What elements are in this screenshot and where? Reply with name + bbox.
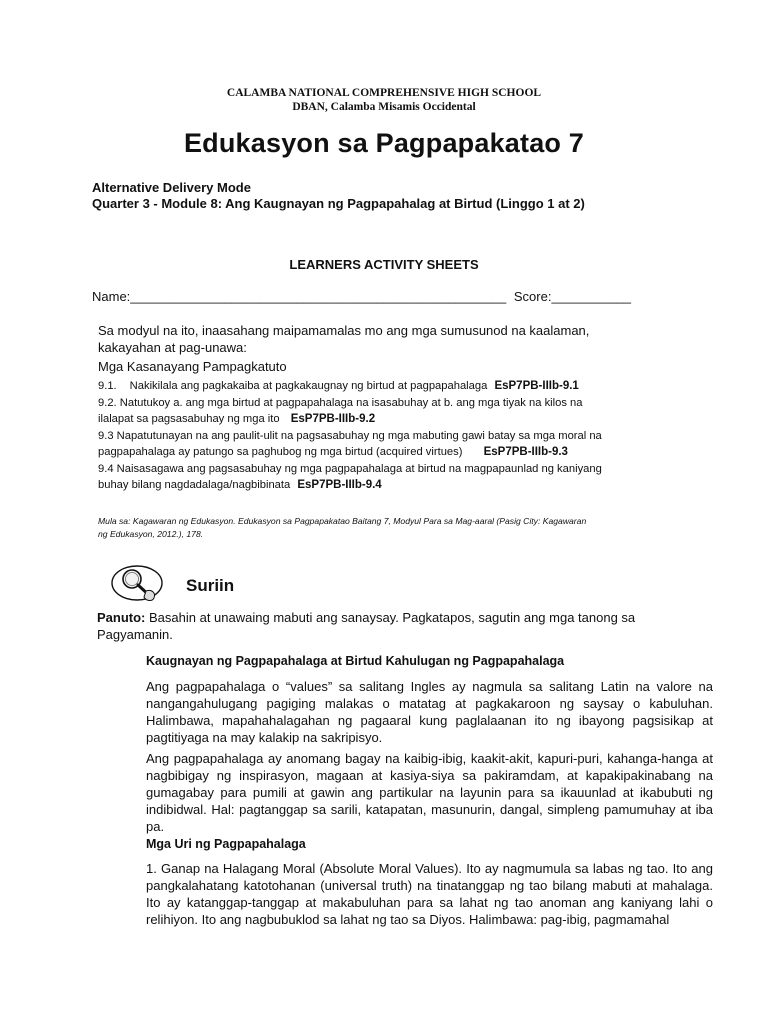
competency-3-code: EsP7PB-IIIb-9.3 <box>483 446 568 458</box>
score-label: Score: <box>513 289 552 304</box>
paragraph-2-text: Ang pagpapahalaga ay anomang bagay na kaibig-ibig, kaakit-akit, kapuri-puri, kahanga-hanga at nagbibigay ng inspirasyon, magaan at kasiya-siya sa pakiramdam, at kapakipakinabang na gumagabay para pumili at gawin ang partikular na layunin para sa ikauunlad at ikabubuti ng indibidwal. Hal: pagtanggap sa sarili, katapatan, masunurin, dangal, simpleng pamumuhay at iba pa. <box>146 751 713 834</box>
magnifier-icon <box>110 560 170 610</box>
page-title: Edukasyon sa Pagpapakatao 7 <box>183 128 585 158</box>
competency-1-number: 9.1. <box>98 380 117 392</box>
citation <box>98 515 688 541</box>
school-header <box>0 86 768 114</box>
competency-4-code: EsP7PB-IIIb-9.4 <box>297 479 382 491</box>
name-score-row <box>92 289 631 304</box>
paragraph-pagpapahalaga-definition <box>97 750 713 835</box>
competency-2-line-2 <box>98 411 698 427</box>
competency-4-line-2 <box>98 477 698 493</box>
instructions-label: Panuto: <box>97 610 146 625</box>
module-info <box>92 180 585 212</box>
competency-2-code: EsP7PB-IIIb-9.2 <box>290 413 376 425</box>
citation-line-1: Mula sa: Kagawaran ng Edukasyon. Edukasyon sa Pagpapakatao Baitang 7, Modyul Para sa Mag-aaral (Pasig City: Kagawaran <box>98 516 587 526</box>
competency-3-text: pagpapahalaga ay patungo sa paghubog ng mga birtud (acquired virtues) <box>98 446 463 458</box>
competency-3-line-1: 9.3 Napatutunayan na ang paulit-ulit na pagsasabuhay ng mga mabuting gawi batay sa mga moral na <box>98 430 602 442</box>
school-name: CALAMBA NATIONAL COMPREHENSIVE HIGH SCHOOL <box>226 87 542 99</box>
citation-line-2: ng Edukasyon, 2012.), 178. <box>98 529 204 539</box>
intro-line-2: kakayahan at pag-unawa: <box>98 340 247 355</box>
name-field[interactable]: ____________________________________________________ <box>130 289 507 304</box>
competency-2-text: ilalapat sa pagsasabuhay ng mga ito <box>98 413 280 425</box>
name-label: Name: <box>92 289 131 304</box>
paragraph-pagpapahalaga-meaning <box>97 678 713 746</box>
section-title-kaugnayan: Kaugnayan ng Pagpapahalaga at Birtud Kahulugan ng Pagpapahalaga <box>146 654 565 668</box>
instructions-text: Basahin at unawaing mabuti ang sanaysay. Pagkatapos, sagutin ang mga tanong sa <box>145 610 636 625</box>
intro-text <box>98 322 698 375</box>
paragraph-1-text: Ang pagpapahalaga o “values” sa salitang Ingles ay nagmula sa salitang Latin na valore na nangangahulugang pagiging malakas o matatag at pagkakaroon ng saysay o kabuluhan. Halimbawa, mapahahalagahan ng pagaaral kung paglalaanan ito ng ibayong pagsisikap at pagtitiyaga na may kalakip na sakripisyo. <box>146 679 713 745</box>
instructions-line-1 <box>97 609 717 626</box>
competency-4-line-1: 9.4 Naisasagawa ang pagsasabuhay ng mga pagpapahalaga at birtud na magpapaunlad ng kaniyang <box>98 463 602 475</box>
instructions-line-2: Pagyamanin. <box>97 627 173 642</box>
paragraph-absolute-moral-values <box>97 860 713 928</box>
paragraph-3-text: 1. Ganap na Halagang Moral (Absolute Moral Values). Ito ay nagmumula sa labas ng tao. Ito ang pangkalahatang katotohanan (universal truth) na tinatanggap ng tao bilang mabuti at mahalaga. Ito ay katanggap-tanggap at makabuluhan para sa lahat ng tao anoman ang kaniyang lahi o relihiyon. Ito ang nagbubuklod sa lahat ng tao sa Diyos. Halimbawa: pag-ibig, pagmamahal <box>146 861 713 927</box>
score-field[interactable]: ___________ <box>551 289 631 304</box>
delivery-mode: Alternative Delivery Mode <box>92 180 251 195</box>
competency-3-line-2 <box>98 444 698 460</box>
activity-sheets-title: LEARNERS ACTIVITY SHEETS <box>289 257 479 272</box>
competencies-heading: Mga Kasanayang Pampagkatuto <box>98 359 287 374</box>
competency-1 <box>98 378 698 394</box>
school-location: DBAN, Calamba Misamis Occidental <box>292 101 476 113</box>
competency-1-code: EsP7PB-IIIb-9.1 <box>494 380 579 392</box>
competency-4-text: buhay bilang nagdadalaga/nagbibinata <box>98 479 291 491</box>
suriin-heading: Suriin <box>186 576 235 595</box>
competency-2-line-1: 9.2. Natutukoy a. ang mga birtud at pagpapahalaga na isasabuhay at b. ang mga tiyak na kilos na <box>98 397 583 409</box>
competency-1-text: Nakikilala ang pagkakaiba at pagkakaugnay ng birtud at pagpapahalaga <box>129 380 488 392</box>
instructions <box>97 609 717 643</box>
competencies-list <box>98 378 698 493</box>
section-title-uri: Mga Uri ng Pagpapahalaga <box>146 837 306 851</box>
intro-line-1: Sa modyul na ito, inaasahang maipamamalas mo ang mga sumusunod na kaalaman, <box>98 323 590 338</box>
module-title: Quarter 3 - Module 8: Ang Kaugnayan ng Pagpapahalag at Birtud (Linggo 1 at 2) <box>92 196 585 211</box>
